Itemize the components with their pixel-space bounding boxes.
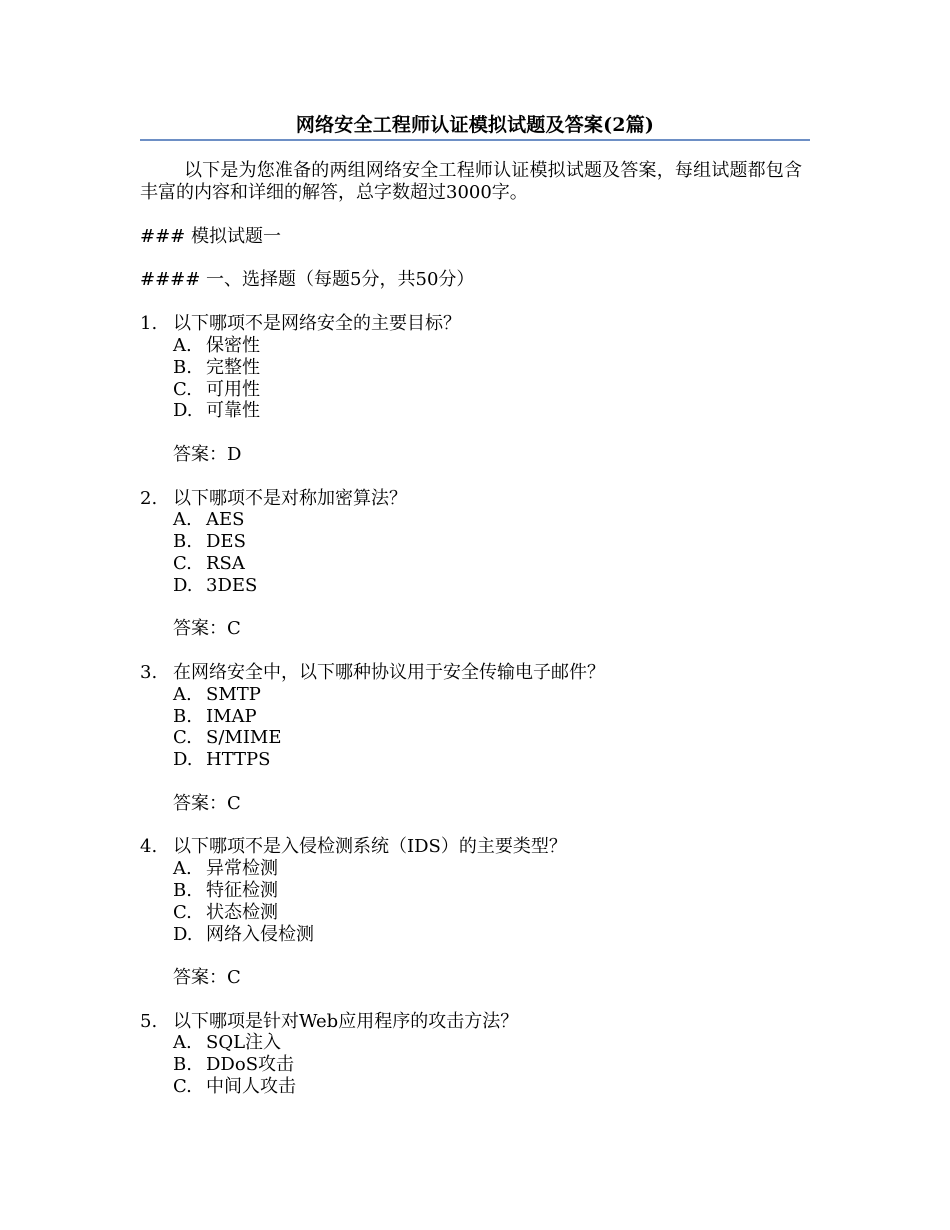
option-text: IMAP (206, 705, 257, 727)
document-title: 网络安全工程师认证模拟试题及答案(2篇) (295, 114, 655, 136)
option-letter: A. (173, 683, 192, 705)
option-letter: C. (173, 901, 192, 923)
option-item (140, 509, 802, 531)
title-underline (140, 139, 810, 141)
question-item (140, 1011, 802, 1098)
option-letter: A. (173, 509, 192, 531)
option-item (140, 1032, 802, 1054)
option-item (140, 1054, 802, 1076)
option-text: 3DES (206, 574, 258, 596)
option-text: RSA (206, 552, 245, 574)
answer-text: 答案：C (173, 618, 241, 640)
option-item (140, 1076, 802, 1098)
question-line (140, 488, 802, 510)
question-number: 3. (140, 661, 158, 683)
option-text: SMTP (206, 683, 261, 705)
option-item (140, 924, 802, 946)
option-list (140, 858, 802, 945)
section-heading: ### 模拟试题一 (140, 225, 281, 247)
option-letter: B. (173, 531, 192, 553)
option-letter: B. (173, 879, 192, 901)
question-item (140, 313, 802, 466)
option-letter: A. (173, 1032, 192, 1054)
option-letter: C. (173, 1076, 192, 1098)
option-item (140, 400, 802, 422)
option-item (140, 357, 802, 379)
option-text: S/MIME (206, 727, 282, 749)
option-letter: B. (173, 705, 192, 727)
option-text: 可靠性 (206, 400, 260, 422)
question-line (140, 313, 802, 335)
subsection-heading: #### 一、选择题（每题5分，共50分） (140, 269, 475, 291)
option-list (140, 1032, 802, 1097)
option-letter: C. (173, 378, 192, 400)
option-item (140, 553, 802, 575)
option-letter: C. (173, 552, 192, 574)
question-text: 在网络安全中，以下哪种协议用于安全传输电子邮件？ (173, 661, 605, 683)
answer-text: 答案：C (173, 792, 241, 814)
option-item (140, 858, 802, 880)
question-text: 以下哪项是针对Web应用程序的攻击方法？ (173, 1010, 519, 1032)
question-line (140, 1011, 802, 1033)
question-item (140, 836, 802, 989)
question-list (140, 313, 802, 1098)
option-letter: A. (173, 858, 192, 880)
intro-paragraph: 以下是为您准备的两组网络安全工程师认证模拟试题及答案，每组试题都包含丰富的内容和详细的解答，总字数超过3000字。 (140, 160, 802, 203)
option-text: HTTPS (206, 749, 271, 771)
question-number: 1. (140, 313, 158, 335)
question-text: 以下哪项不是入侵检测系统（IDS）的主要类型？ (173, 836, 567, 858)
option-item (140, 575, 802, 597)
option-letter: D. (173, 923, 193, 945)
option-letter: D. (173, 749, 193, 771)
option-text: 特征检测 (206, 879, 278, 901)
question-text: 以下哪项不是网络安全的主要目标？ (173, 313, 461, 335)
option-item (140, 379, 802, 401)
option-list (140, 335, 802, 422)
option-text: 保密性 (206, 334, 260, 356)
option-text: 中间人攻击 (206, 1076, 296, 1098)
option-text: AES (206, 509, 245, 531)
document-body (140, 160, 802, 1098)
answer-text: 答案：C (173, 967, 241, 989)
option-text: 异常检测 (206, 858, 278, 880)
question-number: 5. (140, 1010, 158, 1032)
option-letter: D. (173, 400, 193, 422)
option-letter: B. (173, 356, 192, 378)
option-letter: B. (173, 1054, 192, 1076)
option-text: 完整性 (206, 356, 260, 378)
option-item (140, 706, 802, 728)
option-letter: C. (173, 727, 192, 749)
option-list (140, 684, 802, 771)
option-text: DES (206, 531, 246, 553)
question-item (140, 662, 802, 815)
option-text: 状态检测 (206, 901, 278, 923)
option-text: SQL注入 (206, 1032, 282, 1054)
option-letter: D. (173, 574, 193, 596)
option-letter: A. (173, 334, 192, 356)
option-item (140, 749, 802, 771)
option-text: 可用性 (206, 378, 260, 400)
question-line (140, 836, 802, 858)
option-item (140, 684, 802, 706)
option-item (140, 531, 802, 553)
question-item (140, 488, 802, 641)
option-list (140, 509, 802, 596)
option-item (140, 880, 802, 902)
option-item (140, 902, 802, 924)
option-text: DDoS攻击 (206, 1054, 295, 1076)
question-number: 4. (140, 836, 158, 858)
question-number: 2. (140, 487, 158, 509)
option-item (140, 727, 802, 749)
option-item (140, 335, 802, 357)
question-text: 以下哪项不是对称加密算法？ (173, 487, 407, 509)
answer-text: 答案：D (173, 443, 242, 465)
option-text: 网络入侵检测 (206, 923, 314, 945)
question-line (140, 662, 802, 684)
